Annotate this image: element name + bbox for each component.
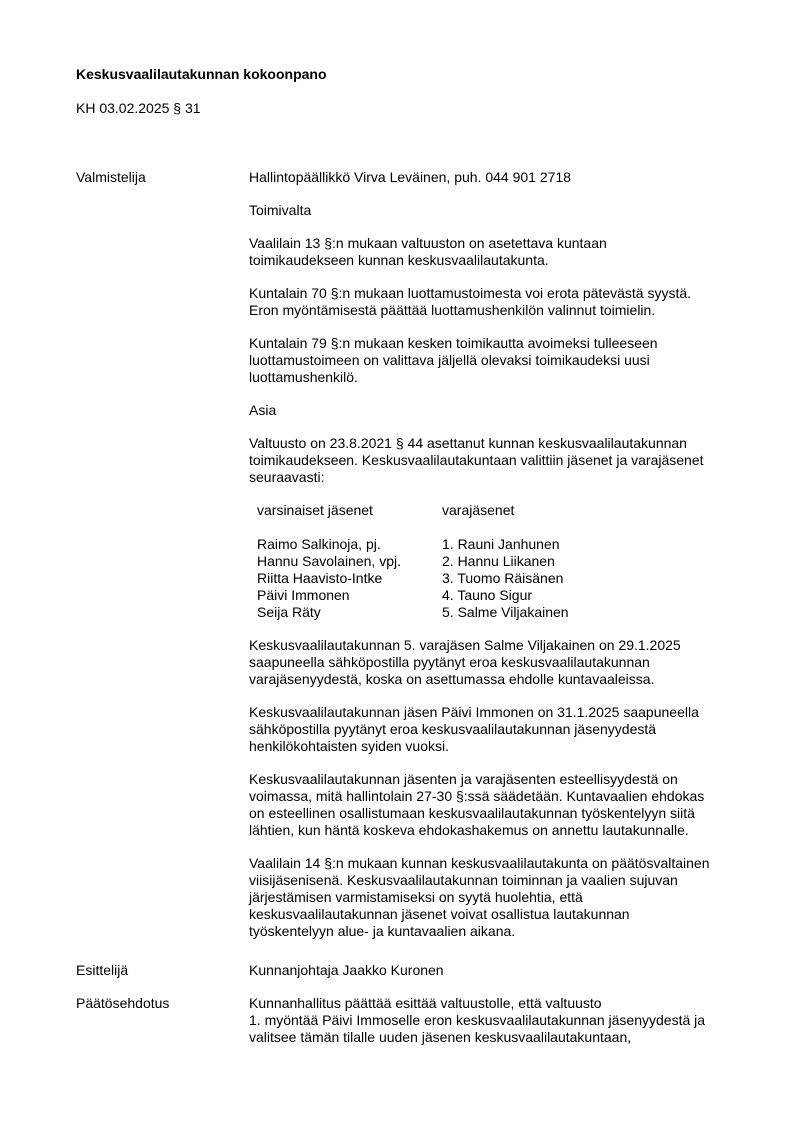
deputy-member: 5. Salme Viljakainen bbox=[442, 604, 569, 620]
meeting-reference: KH 03.02.2025 § 31 bbox=[76, 100, 201, 116]
paragraph-immonen-ero: Keskusvaalilautakunnan jäsen Päivi Immonen on 31.1.2025 saapuneella sähköpostilla pyytänyt eroa keskusvaalilautakunnan jäsenyydestä henkilökohtaisten syiden vuoksi. bbox=[249, 704, 699, 754]
regular-member: Seija Räty bbox=[257, 604, 321, 620]
paragraph-esteellisyys: Keskusvaalilautakunnan jäsenten ja varajäsenten esteellisyydestä on voimassa, mitä hallintolain 27-30 §:ssä säädetään. Kuntavaalien ehdokas on esteellinen osallistumaan keskusvaalilautakunnan työskentelyyn siitä lähtien, kun häntä koskeva ehdokashakemus on annettu lautakunnalle. bbox=[249, 771, 705, 838]
deputy-member: 1. Rauni Janhunen bbox=[442, 536, 560, 552]
deputy-member: 2. Hannu Liikanen bbox=[442, 553, 555, 569]
regular-members-header: varsinaiset jäsenet bbox=[257, 502, 373, 518]
valmistelija-content bbox=[249, 169, 739, 940]
regular-member: Riitta Haavisto-Intke bbox=[257, 570, 383, 586]
document-title: Keskusvaalilautakunnan kokoonpano bbox=[76, 66, 327, 82]
paragraph-viljakainen-ero: Keskusvaalilautakunnan 5. varajäsen Salme Viljakainen on 29.1.2025 saapuneella sähköpostilla pyytänyt eroa keskusvaalilautakunnan varajäsenyydestä, koska on asettumassa ehdolle kuntavaaleissa. bbox=[249, 637, 681, 687]
regular-member: Raimo Salkinoja, pj. bbox=[257, 536, 381, 552]
regular-members-column bbox=[257, 502, 442, 621]
esittelija-value: Kunnanjohtaja Jaakko Kuronen bbox=[249, 962, 444, 978]
deputy-member: 4. Tauno Sigur bbox=[442, 587, 533, 603]
deputy-members-column bbox=[442, 502, 702, 621]
paragraph-valtuusto-asettanut: Valtuusto on 23.8.2021 § 44 asettanut kunnan keskusvaalilautakunnan toimikaudekseen. Keskusvaalilautakuntaan valittiin jäsenet ja varajäsenet seuraavasti: bbox=[249, 435, 704, 485]
deputy-members-header: varajäsenet bbox=[442, 502, 515, 518]
members-table bbox=[257, 502, 739, 621]
regular-member: Hannu Savolainen, vpj. bbox=[257, 553, 401, 569]
valmistelija-label: Valmistelija bbox=[76, 169, 146, 185]
paragraph-vaalilaki-13: Vaalilain 13 §:n mukaan valtuuston on asetettava kuntaan toimikaudekseen kunnan keskusvaalilautakunta. bbox=[249, 235, 607, 268]
regular-member: Päivi Immonen bbox=[257, 587, 350, 603]
paragraph-kuntalaki-70: Kuntalain 70 §:n mukaan luottamustoimesta voi erota pätevästä syystä. Eron myöntämisestä päättää luottamushenkilön valinnut toimielin. bbox=[249, 285, 692, 318]
toimivalta-heading: Toimivalta bbox=[249, 202, 312, 218]
asia-heading: Asia bbox=[249, 402, 277, 418]
paatosehdotus-content: Kunnanhallitus päättää esittää valtuustolle, että valtuusto 1. myöntää Päivi Immoselle eron keskusvaalilautakunnan jäsenyydestä ja valitsee tämän tilalle uuden jäsenen keskusvaalilautakuntaan, bbox=[249, 995, 706, 1045]
paragraph-vaalilaki-14: Vaalilain 14 §:n mukaan kunnan keskusvaalilautakunta on päätösvaltainen viisijäsenisenä. Keskusvaalilautakunnan toiminnan ja vaalien sujuvan järjestämisen varmistamiseksi on syytä huolehtia, että keskusvaalilautakunnan jäsenet voivat osallistua lautakunnan työskentelyyn alue- ja kuntavaalien aikana. bbox=[249, 855, 710, 939]
esittelija-label: Esittelijä bbox=[76, 962, 129, 978]
deputy-member: 3. Tuomo Räisänen bbox=[442, 570, 564, 586]
paatosehdotus-label: Päätösehdotus bbox=[76, 995, 170, 1011]
preparer-line: Hallintopäällikkö Virva Leväinen, puh. 044 901 2718 bbox=[249, 169, 571, 185]
paragraph-kuntalaki-79: Kuntalain 79 §:n mukaan kesken toimikautta avoimeksi tulleeseen luottamustoimeen on valittava jäljellä olevaksi toimikaudeksi uusi luottamushenkilö. bbox=[249, 335, 658, 385]
